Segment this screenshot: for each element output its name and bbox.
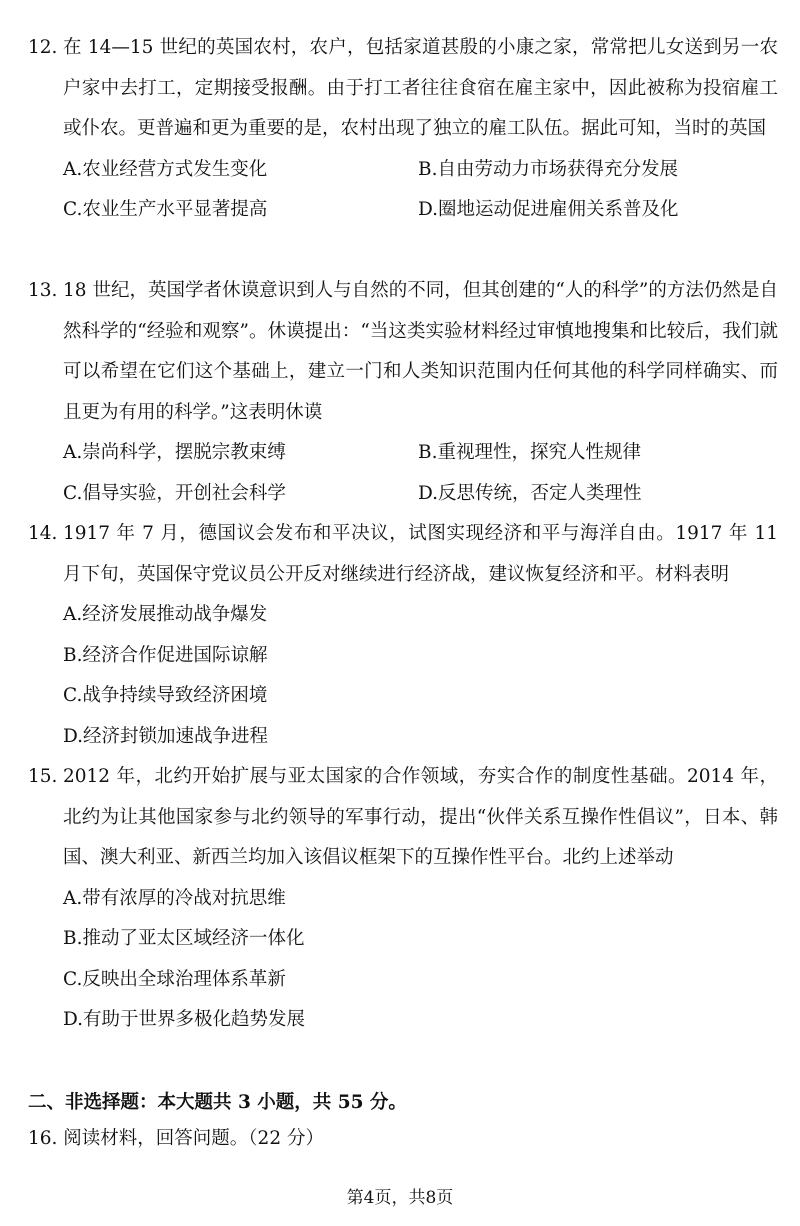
question-stem [28, 757, 778, 879]
option-d: D.有助于世界多极化趋势发展 [63, 1009, 306, 1030]
question-13 [28, 271, 778, 514]
question-text: 1917 年 7 月，德国议会发布和平决议，试图实现经济和平与海洋自由。1917 年 11 月下旬，英国保守党议员公开反对继续进行经济战，建议恢复经济和平。材料表明 [63, 523, 778, 585]
option-b: B.自由劳动力市场获得充分发展 [418, 158, 678, 180]
option-c: C.反映出全球治理体系革新 [63, 968, 286, 990]
option-b: B.推动了亚太区域经济一体化 [63, 928, 305, 949]
question-14 [28, 514, 778, 757]
question-12 [28, 28, 778, 231]
question-stem [28, 514, 778, 595]
question-15 [28, 757, 778, 1041]
option-c: C.战争持续导致经济困境 [63, 685, 268, 706]
option-a: A.崇尚科学，摆脱宗教束缚 [63, 442, 286, 463]
question-text: 在 14—15 世纪的英国农村，农户，包括家道甚殷的小康之家，常常把儿女送到另一农户家中去打工，定期接受报酬。由于打工者往往食宿在雇主家中，因此被称为投宿雇工或仆农。更普遍和更为重要的是，农村出现了独立的雇工队伍。据此可知，当时的英国 [63, 37, 778, 139]
option-c: C.倡导实验，开创社会科学 [63, 482, 286, 504]
option-a: A.农业经营方式发生变化 [63, 158, 268, 180]
options [28, 433, 778, 514]
options [28, 150, 778, 231]
option-a: A.经济发展推动战争爆发 [63, 604, 268, 625]
question-number: 14. [28, 523, 58, 544]
option-b: B.经济合作促进国际谅解 [63, 644, 268, 666]
option-d: D.经济封锁加速战争进程 [63, 725, 269, 747]
question-text: 2012 年，北约开始扩展与亚太国家的合作领域，夯实合作的制度性基础。2014 年，北约为让其他国家参与北约领导的军事行动，提出“伙伴关系互操作性倡议”，日本、韩国、澳大利亚、新西兰均加入该倡议框架下的互操作性平台。北约上述举动 [63, 766, 778, 868]
section-heading: 二、非选择题：本大题共 3 小题，共 55 分。 [28, 1092, 407, 1113]
option-a: A.带有浓厚的冷战对抗思维 [63, 887, 286, 909]
question-stem [28, 28, 778, 150]
option-d: D.反思传统，否定人类理性 [418, 482, 642, 504]
question-16: 16. 阅读材料，回答问题。（22 分） [28, 1128, 324, 1149]
question-number: 12. [28, 37, 58, 58]
question-number: 13. [28, 280, 58, 301]
options [28, 879, 778, 1041]
question-number: 15. [28, 766, 58, 787]
question-text: 18 世纪，英国学者休谟意识到人与自然的不同，但其创建的“人的科学”的方法仍然是自然科学的“经验和观察”。休谟提出：“当这类实验材料经过审慎地搜集和比较后，我们就可以希望在它们这个基础上，建立一门和人类知识范围内任何其他的科学同样确实、而且更为有用的科学。”这表明休谟 [63, 280, 778, 423]
option-d: D.圈地运动促进雇佣关系普及化 [418, 199, 679, 220]
options [28, 595, 778, 757]
page-number: 第4页，共8页 [346, 1188, 454, 1208]
option-b: B.重视理性，探究人性规律 [418, 442, 641, 463]
question-stem [28, 271, 778, 433]
option-c: C.农业生产水平显著提高 [63, 199, 268, 220]
